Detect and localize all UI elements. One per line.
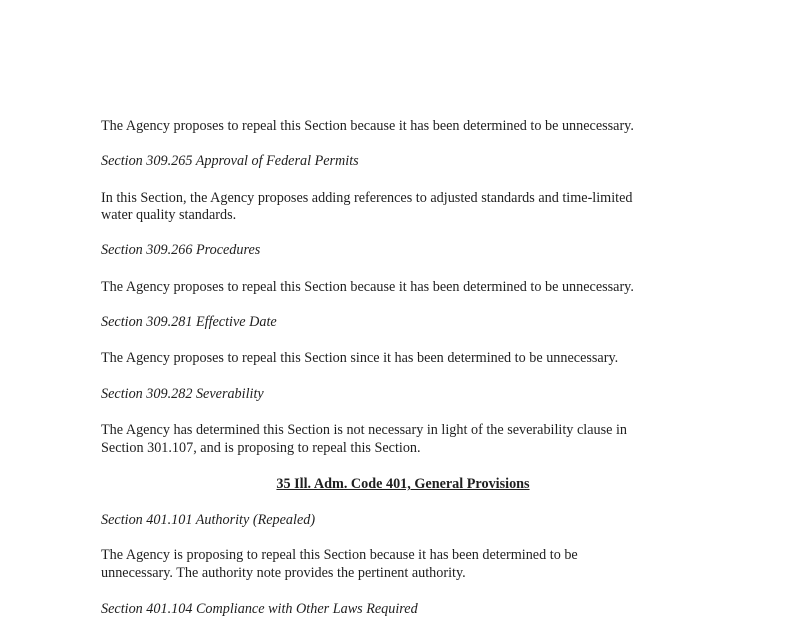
section-heading-401-104: Section 401.104 Compliance with Other Laws Required — [101, 601, 418, 617]
section-heading-401-101: Section 401.101 Authority (Repealed) — [101, 512, 316, 528]
paragraph-authority-line-2: unnecessary. The authority note provides the pertinent authority. — [101, 565, 466, 581]
paragraph-adjusted-standards-line-2: water quality standards. — [101, 207, 237, 223]
paragraph-authority-line-1: The Agency is proposing to repeal this Section because it has been determined to be — [101, 547, 578, 563]
paragraph-severability-line-1: The Agency has determined this Section is not necessary in light of the severability clause in — [101, 422, 627, 438]
section-heading-309-265: Section 309.265 Approval of Federal Permits — [101, 153, 359, 169]
part-heading-401: 35 Ill. Adm. Code 401, General Provisions — [276, 476, 530, 492]
paragraph-severability-line-2: Section 301.107, and is proposing to repeal this Section. — [101, 440, 421, 456]
paragraph-adjusted-standards-line-1: In this Section, the Agency proposes adding references to adjusted standards and time-limited — [101, 190, 633, 206]
section-heading-309-281: Section 309.281 Effective Date — [101, 314, 277, 330]
paragraph-repeal-unnecessary-1: The Agency proposes to repeal this Section because it has been determined to be unnecessary. — [101, 118, 634, 134]
section-heading-309-266: Section 309.266 Procedures — [101, 242, 261, 258]
paragraph-repeal-since-unnecessary: The Agency proposes to repeal this Section since it has been determined to be unnecessary. — [101, 350, 619, 366]
paragraph-repeal-unnecessary-2: The Agency proposes to repeal this Section because it has been determined to be unnecessary. — [101, 279, 634, 295]
section-heading-309-282: Section 309.282 Severability — [101, 386, 264, 402]
